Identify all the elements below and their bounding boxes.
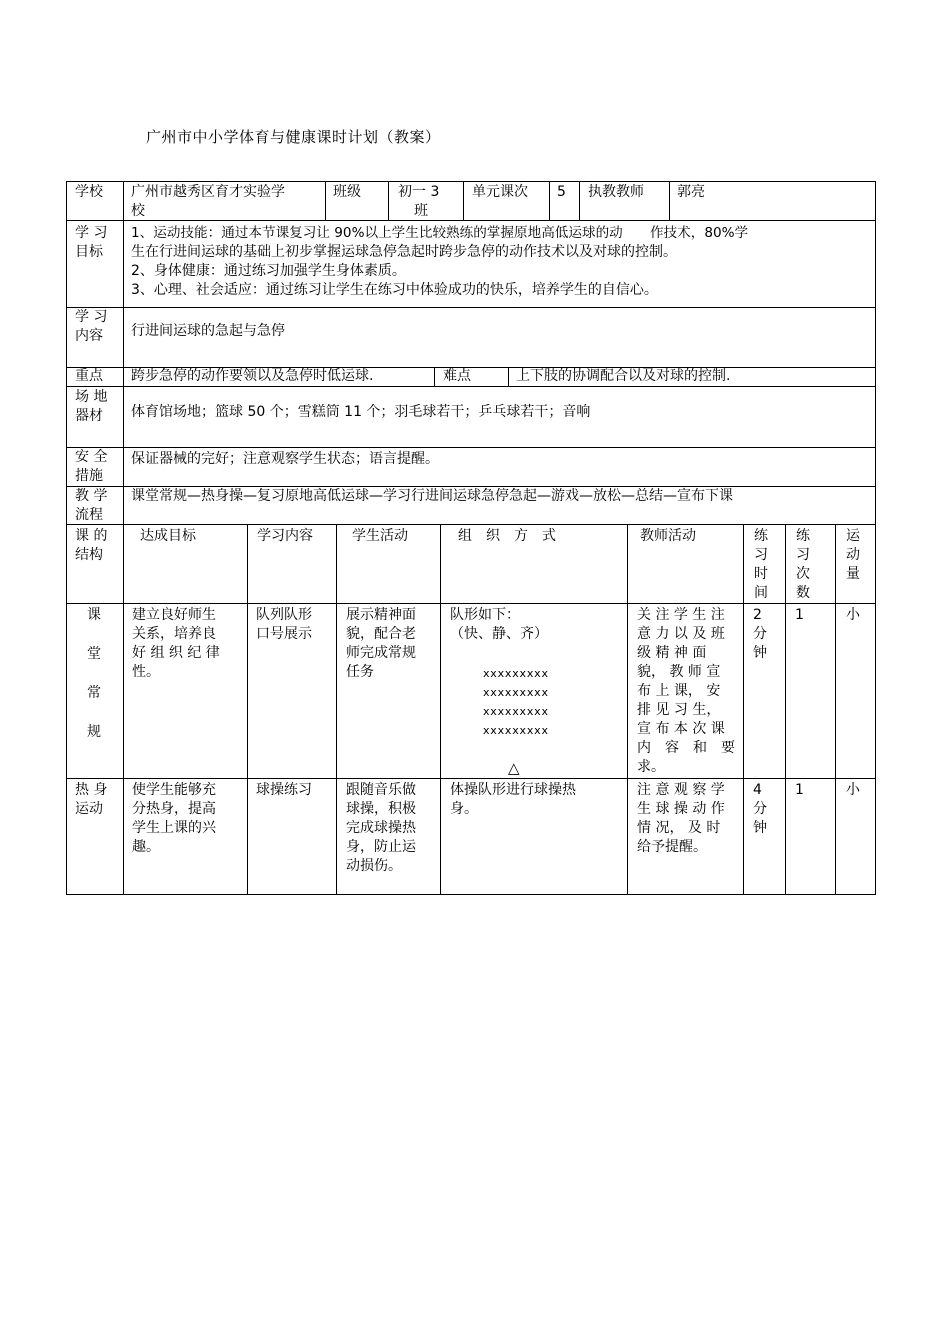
keypoints-value: 跨步急停的动作要领以及急停时低运球. bbox=[131, 368, 374, 384]
equipment-value: 体育馆场地；篮球 50 个；雪糕筒 11 个；羽毛球若干；乒乓球若干；音响 bbox=[131, 404, 591, 420]
keypoints-label: 重点 bbox=[75, 368, 103, 384]
flow-label: 教 学 流程 bbox=[75, 488, 108, 523]
row2-structure: 热 身 运动 bbox=[75, 782, 108, 817]
teacher-label: 执教教师 bbox=[588, 184, 644, 200]
difficulty-value: 上下肢的协调配合以及对球的控制. bbox=[516, 368, 731, 384]
col-organization-header: 组 织 方 式 bbox=[458, 528, 556, 544]
difficulty-label: 难点 bbox=[443, 368, 471, 384]
row1-count: 1 bbox=[795, 607, 804, 623]
equipment-label: 场 地 器材 bbox=[75, 389, 108, 424]
flow-value: 课堂常规—热身操—复习原地高低运球—学习行进间运球急停急起—游戏—放松—总结—宣布下课 bbox=[131, 488, 733, 504]
row1-org-subtitle: （快、静、齐） bbox=[450, 626, 548, 642]
row2-goal: 使学生能够充 分热身，提高 学生上课的兴 趣。 bbox=[132, 782, 216, 855]
safety-value: 保证器械的完好；注意观察学生状态；语言提醒。 bbox=[131, 451, 439, 467]
row2-count: 1 bbox=[795, 782, 804, 798]
row1-org-title: 队形如下： bbox=[450, 607, 520, 623]
content-value: 行进间运球的急起与急停 bbox=[131, 323, 285, 339]
teacher-value: 郭亮 bbox=[677, 184, 705, 200]
row1-student: 展示精神面 貌，配合老 师完成常规 任务 bbox=[346, 607, 416, 680]
page-title: 广州市中小学体育与健康课时计划（教案） bbox=[146, 128, 441, 146]
col-content-header: 学习内容 bbox=[257, 528, 313, 544]
col-load-header: 运 动 量 bbox=[846, 528, 860, 582]
class-value: 初一 3 班 bbox=[398, 184, 440, 219]
row1-time: 2 分 钟 bbox=[753, 607, 767, 661]
class-label: 班级 bbox=[333, 184, 361, 200]
row1-content: 队列队形 口号展示 bbox=[256, 607, 312, 642]
safety-label: 安 全 措施 bbox=[75, 449, 108, 484]
objectives-text: 1、运动技能：通过本节课复习让 90%以上学生比较熟练的掌握原地高低运球的动 作技术，80%学 生在行进间运球的基础上初步掌握运球急停急起时跨步急停的动作技术以及对球的控制。 2、身体健康：通过练习加强学生身体素质。 3、心理、社会适应：通过练习让学生在练习中体验成功的快乐，培养学生的自信心。 bbox=[131, 225, 749, 298]
school-value: 广州市越秀区育才实验学 校 bbox=[131, 184, 285, 219]
teacher-position-icon: △ bbox=[508, 759, 520, 777]
row1-goal: 建立良好师生 关系，培养良 好 组 织 纪 律 性。 bbox=[132, 607, 220, 680]
unit-value: 5 bbox=[557, 184, 566, 200]
row2-teacher: 注 意 观 察 学 生 球 操 动 作 情 况， 及 时 给予提醒。 bbox=[637, 782, 725, 855]
row1-load: 小 bbox=[846, 607, 860, 623]
col-goal-header: 达成目标 bbox=[140, 528, 196, 544]
formation-row: xxxxxxxxx bbox=[483, 724, 549, 737]
col-student-header: 学生活动 bbox=[352, 528, 408, 544]
school-label: 学校 bbox=[75, 184, 103, 200]
content-label: 学 习 内容 bbox=[75, 309, 108, 344]
row2-time: 4 分 钟 bbox=[753, 782, 767, 836]
col-time-header: 练 习 时 间 bbox=[754, 528, 768, 601]
row1-structure: 课 堂 常 规 bbox=[87, 607, 101, 740]
row1-teacher: 关 注 学 生 注 意 力 以 及 班 级 精 神 面 貌， 教 师 宣 布 上 课， 安 排 见 习 生， 宣 布 本 次 课 内 容 和 要 求。 bbox=[637, 607, 735, 775]
formation-row: xxxxxxxxx bbox=[483, 667, 549, 680]
row2-student: 跟随音乐做 球操，积极 完成球操热 身，防止运 动损伤。 bbox=[346, 782, 416, 874]
row2-content: 球操练习 bbox=[256, 782, 312, 798]
row2-load: 小 bbox=[846, 782, 860, 798]
formation-row: xxxxxxxxx bbox=[483, 705, 549, 718]
col-structure-header: 课 的 结构 bbox=[75, 528, 108, 563]
col-count-header: 练 习 次 数 bbox=[796, 528, 810, 601]
formation-row: xxxxxxxxx bbox=[483, 686, 549, 699]
row2-organization: 体操队形进行球操热 身。 bbox=[450, 782, 576, 817]
col-teacher-header: 教师活动 bbox=[640, 528, 696, 544]
objectives-label: 学 习 目标 bbox=[75, 225, 108, 260]
unit-label: 单元课次 bbox=[472, 184, 528, 200]
